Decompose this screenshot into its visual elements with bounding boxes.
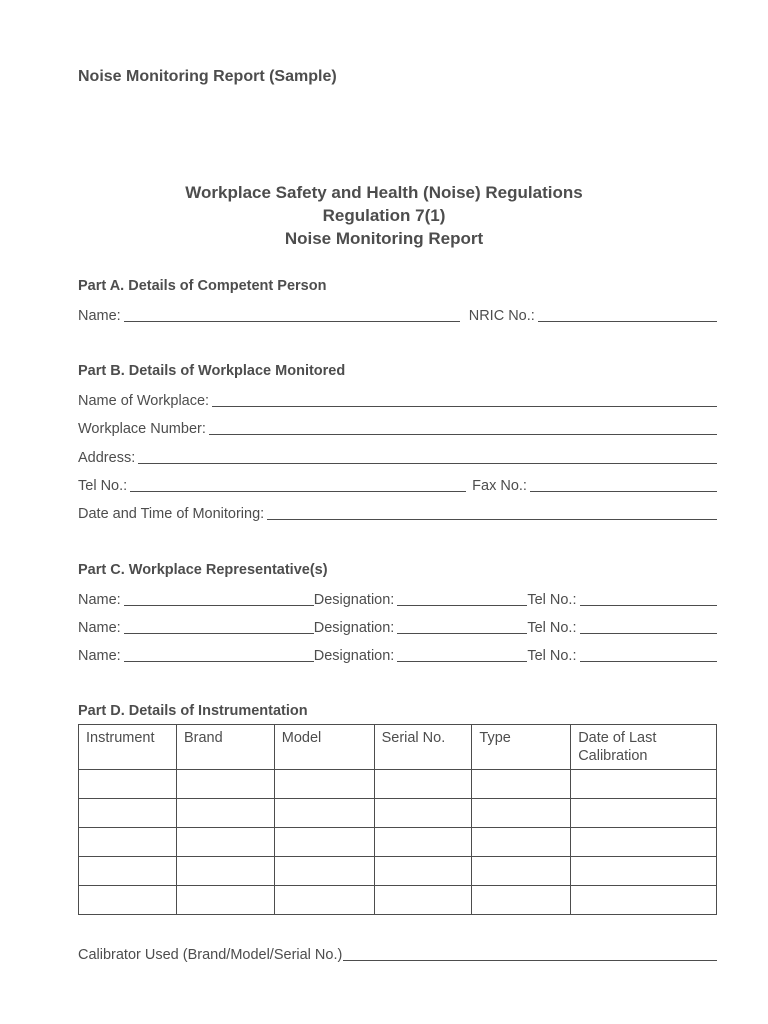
column-header-model: Model [274, 725, 374, 770]
table-cell[interactable] [374, 857, 472, 886]
table-cell[interactable] [79, 799, 177, 828]
table-cell[interactable] [274, 828, 374, 857]
tel-fax-row [78, 475, 717, 495]
rep-tel-label: Tel No.: [527, 648, 577, 664]
table-cell[interactable] [571, 799, 717, 828]
rep-tel-field[interactable] [580, 605, 718, 606]
column-header-serial-no: Serial No. [374, 725, 472, 770]
regulations-title: Workplace Safety and Health (Noise) Regulations [185, 183, 583, 202]
table-cell[interactable] [571, 770, 717, 799]
workplace-name-row [78, 390, 717, 410]
name-label: Name: [78, 308, 121, 324]
table-cell[interactable] [274, 770, 374, 799]
part-d-heading: Part D. Details of Instrumentation [78, 703, 308, 719]
rep-name-label: Name: [78, 648, 121, 664]
part-c-heading: Part C. Workplace Representative(s) [78, 562, 328, 578]
workplace-name-field[interactable] [212, 406, 717, 407]
table-cell[interactable] [176, 857, 274, 886]
tel-field[interactable] [130, 491, 466, 492]
fax-field[interactable] [530, 491, 717, 492]
table-cell[interactable] [571, 828, 717, 857]
instrumentation-table-body [79, 770, 717, 915]
table-row [79, 886, 717, 915]
workplace-number-label: Workplace Number: [78, 421, 206, 437]
rep-tel-field[interactable] [580, 661, 718, 662]
table-cell[interactable] [79, 857, 177, 886]
nric-field[interactable] [538, 321, 717, 322]
rep-tel-field[interactable] [580, 633, 718, 634]
part-b-heading: Part B. Details of Workplace Monitored [78, 363, 346, 379]
table-row [79, 857, 717, 886]
table-cell[interactable] [374, 886, 472, 915]
datetime-row [78, 503, 717, 523]
part-a-heading: Part A. Details of Competent Person [78, 278, 327, 294]
datetime-label: Date and Time of Monitoring: [78, 506, 265, 522]
table-cell[interactable] [472, 886, 571, 915]
address-row [78, 447, 717, 467]
column-header-type: Type [472, 725, 571, 770]
representative-row [78, 589, 717, 609]
table-cell[interactable] [374, 799, 472, 828]
table-cell[interactable] [571, 886, 717, 915]
rep-designation-label: Designation: [313, 648, 395, 664]
fax-label: Fax No.: [472, 478, 527, 494]
rep-designation-field[interactable] [397, 605, 527, 606]
column-header-brand: Brand [176, 725, 274, 770]
workplace-name-label: Name of Workplace: [78, 393, 210, 409]
table-cell[interactable] [472, 799, 571, 828]
table-cell[interactable] [472, 828, 571, 857]
address-label: Address: [78, 450, 136, 466]
rep-designation-label: Designation: [313, 592, 395, 608]
name-field[interactable] [124, 321, 460, 322]
table-cell[interactable] [79, 770, 177, 799]
rep-tel-label: Tel No.: [527, 620, 577, 636]
rep-name-label: Name: [78, 620, 121, 636]
table-cell[interactable] [374, 770, 472, 799]
competent-person-row [78, 305, 717, 325]
rep-designation-field[interactable] [397, 661, 527, 662]
representative-row [78, 645, 717, 665]
rep-tel-label: Tel No.: [527, 592, 577, 608]
rep-designation-field[interactable] [397, 633, 527, 634]
table-cell[interactable] [374, 828, 472, 857]
table-cell[interactable] [274, 857, 374, 886]
table-cell[interactable] [79, 828, 177, 857]
table-cell[interactable] [79, 886, 177, 915]
instrumentation-table [78, 724, 717, 915]
table-row [79, 770, 717, 799]
table-row [79, 828, 717, 857]
form-header [0, 181, 768, 250]
calibrator-field[interactable] [343, 960, 717, 961]
table-cell[interactable] [176, 886, 274, 915]
table-cell[interactable] [472, 770, 571, 799]
table-header-row [79, 725, 717, 770]
tel-label: Tel No.: [78, 478, 128, 494]
rep-name-field[interactable] [124, 633, 314, 634]
table-row [79, 799, 717, 828]
workplace-number-field[interactable] [209, 434, 717, 435]
workplace-number-row [78, 418, 717, 438]
table-cell[interactable] [176, 799, 274, 828]
table-cell[interactable] [176, 828, 274, 857]
nric-label: NRIC No.: [468, 308, 535, 324]
table-cell[interactable] [571, 857, 717, 886]
rep-designation-label: Designation: [313, 620, 395, 636]
table-cell[interactable] [274, 886, 374, 915]
calibrator-row [78, 944, 717, 964]
report-title: Noise Monitoring Report [284, 229, 484, 248]
regulation-number: Regulation 7(1) [322, 206, 446, 225]
address-field[interactable] [138, 463, 717, 464]
table-cell[interactable] [176, 770, 274, 799]
table-cell[interactable] [472, 857, 571, 886]
column-header-instrument: Instrument [79, 725, 177, 770]
column-header-calibration-date: Date of Last Calibration [571, 725, 717, 770]
rep-name-field[interactable] [124, 661, 314, 662]
datetime-field[interactable] [267, 519, 717, 520]
rep-name-field[interactable] [124, 605, 314, 606]
calibrator-label: Calibrator Used (Brand/Model/Serial No.) [78, 947, 343, 963]
rep-name-label: Name: [78, 592, 121, 608]
table-cell[interactable] [274, 799, 374, 828]
document-title: Noise Monitoring Report (Sample) [78, 68, 337, 85]
representative-row [78, 617, 717, 637]
